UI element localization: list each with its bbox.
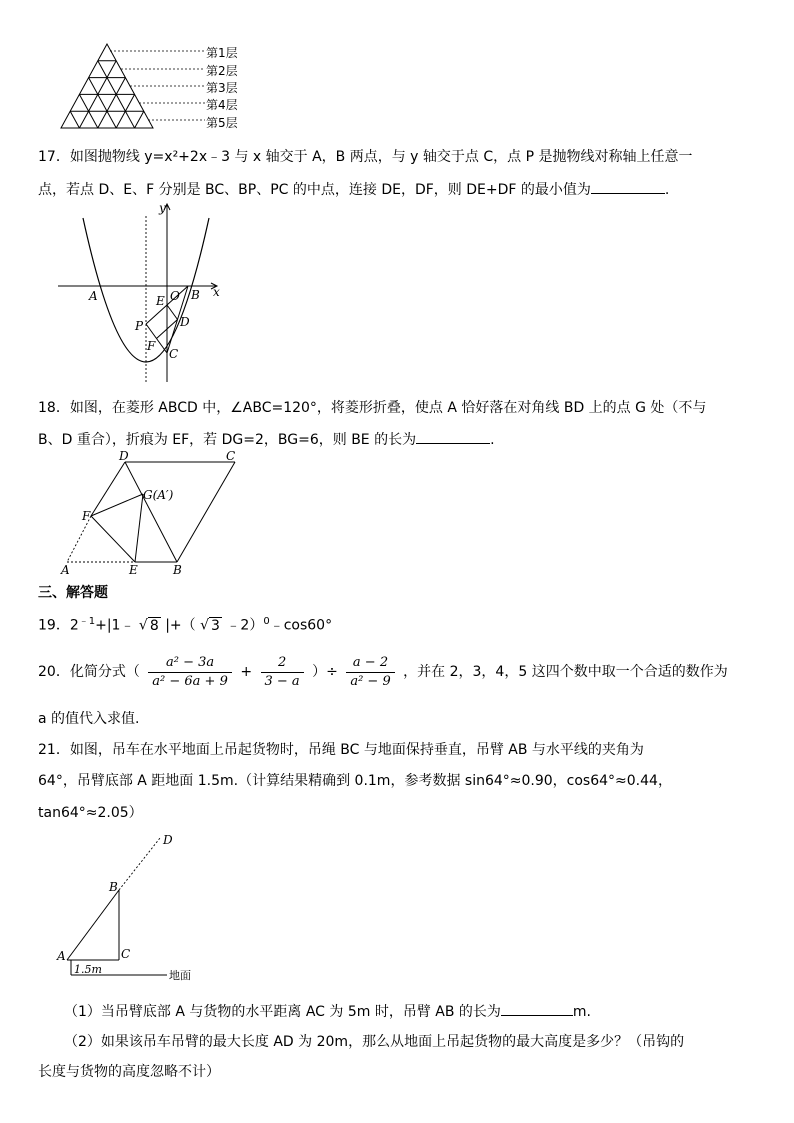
q19-part1: 19．2 bbox=[38, 617, 79, 634]
fig17-label-E: E bbox=[156, 294, 165, 308]
q21-line2: 64°，吊臂底部 A 距地面 1.5m.（计算结果精确到 0.1m，参考数据 sin64°≈0.90，cos64°≈0.44， bbox=[38, 773, 672, 789]
fig18-label-F: F bbox=[82, 509, 91, 523]
q19-part2: +|1﹣ bbox=[95, 617, 135, 634]
q20-suffix: ，并在 2，3，4，5 这四个数中取一个合适的数作为 bbox=[403, 664, 728, 680]
fig17-label-A: A bbox=[89, 289, 98, 303]
fig17-label-O: O bbox=[170, 289, 180, 303]
q20-plus: + bbox=[240, 664, 253, 680]
q17-text: 点，若点 D、E、F 分别是 BC、BP、PC 的中点，连接 DE，DF，则 DE+DF 的最小值为 bbox=[38, 182, 591, 198]
layer-label-1: 第1层 bbox=[206, 46, 238, 60]
q18-answer-blank bbox=[416, 429, 490, 444]
q18-text: B、D 重合），折痕为 EF，若 DG=2，BG=6，则 BE 的长为 bbox=[38, 432, 417, 448]
q21-line1: 21．如图，吊车在水平地面上吊起货物时，吊绳 BC 与地面保持垂直，吊臂 AB 与水平线的夹角为 bbox=[38, 742, 644, 758]
q19-part4: ﹣2） bbox=[226, 617, 264, 634]
q19-part5: ﹣cos60° bbox=[269, 617, 333, 634]
fig21-label-A: A bbox=[57, 949, 66, 963]
layer-label-5: 第5层 bbox=[206, 116, 238, 130]
q18-text-line1: 18．如图，在菱形 ABCD 中，∠ABC=120°，将菱形折叠，使点 A 恰好落在对角线 BD 上的点 G 处（不与 bbox=[38, 400, 707, 416]
fig18-label-D: D bbox=[119, 450, 129, 463]
q20-close: ）÷ bbox=[312, 664, 338, 680]
fig18-label-B: B bbox=[173, 563, 182, 577]
section-heading: 三、解答题 bbox=[38, 585, 108, 601]
parabola-figure bbox=[55, 198, 235, 383]
fig17-label-C: C bbox=[169, 347, 179, 361]
fig18-label-E: E bbox=[129, 563, 138, 577]
q20-fraction-1: $\frac{\text{a² − 3a}}{\text{a² − 6a + 9}}$ bbox=[148, 654, 232, 691]
q20-fraction-2: $\frac{2}{3 - a}$ bbox=[261, 654, 304, 691]
q19-sup1: ﹣1 bbox=[78, 616, 96, 627]
q18-text-line2 bbox=[38, 429, 495, 450]
q20-prefix: 20．化简分式（ bbox=[38, 664, 140, 680]
fig17-label-F: F bbox=[147, 339, 156, 353]
fig21-label-height: 1.5m bbox=[74, 963, 102, 976]
q21-sub1-text: （1）当吊臂底部 A 与货物的水平距离 AC 为 5m 时，吊臂 AB 的长为 bbox=[64, 1004, 501, 1020]
q19-sqrt3: √ 3 bbox=[200, 617, 220, 634]
layer-label-2: 第2层 bbox=[206, 64, 238, 78]
q17-answer-blank bbox=[591, 179, 665, 194]
q21-sub1 bbox=[64, 1001, 591, 1022]
q17-period: . bbox=[664, 182, 670, 198]
q21-sub1-unit: m. bbox=[572, 1004, 592, 1020]
fig21-label-C: C bbox=[121, 947, 131, 961]
fig17-label-P: P bbox=[135, 319, 144, 333]
q20-line2: a 的值代入求值. bbox=[38, 711, 140, 727]
q21-sub2-line1: （2）如果该吊车吊臂的最大长度 AD 为 20m，那么从地面上吊起货物的最大高度是多少？（吊钩的 bbox=[64, 1034, 685, 1050]
rhombus-figure bbox=[55, 450, 255, 580]
q19-sup2: 0 bbox=[263, 616, 270, 627]
q21-line3: tan64°≈2.05） bbox=[38, 805, 143, 821]
q20-fraction-3: $\frac{a - 2}{\text{a² − 9}}$ bbox=[346, 654, 394, 691]
fig21-label-D: D bbox=[163, 833, 173, 847]
fig18-label-G: G(A′) bbox=[143, 488, 174, 502]
fig17-label-D: D bbox=[180, 315, 190, 329]
q17-text-line1: 17．如图抛物线 y=x²+2x﹣3 与 x 轴交于 A，B 两点，与 y 轴交于点 C，点 P 是抛物线对称轴上任意一 bbox=[38, 149, 693, 165]
q20-line1 bbox=[38, 652, 728, 692]
layer-label-4: 第4层 bbox=[206, 98, 238, 112]
q19-sqrt8: √ 8 bbox=[138, 617, 159, 634]
fig17-label-B: B bbox=[191, 288, 200, 302]
fig18-label-C: C bbox=[226, 450, 236, 463]
crane-figure bbox=[55, 830, 215, 985]
q18-period: . bbox=[490, 432, 495, 448]
fig17-label-x: x bbox=[213, 285, 220, 299]
q19-line bbox=[38, 612, 332, 636]
layer-label-3: 第3层 bbox=[206, 81, 238, 95]
fig21-label-B: B bbox=[109, 880, 118, 894]
q21-sub2-line2: 长度与货物的高度忽略不计） bbox=[38, 1064, 220, 1080]
fig17-label-y: y bbox=[159, 201, 166, 215]
q17-text-line2 bbox=[38, 179, 669, 200]
q19-part3: |+（ bbox=[165, 617, 196, 634]
fig21-label-ground: 地面 bbox=[169, 969, 191, 982]
q21-sub1-blank bbox=[501, 1001, 573, 1016]
fig18-label-A: A bbox=[61, 563, 70, 577]
